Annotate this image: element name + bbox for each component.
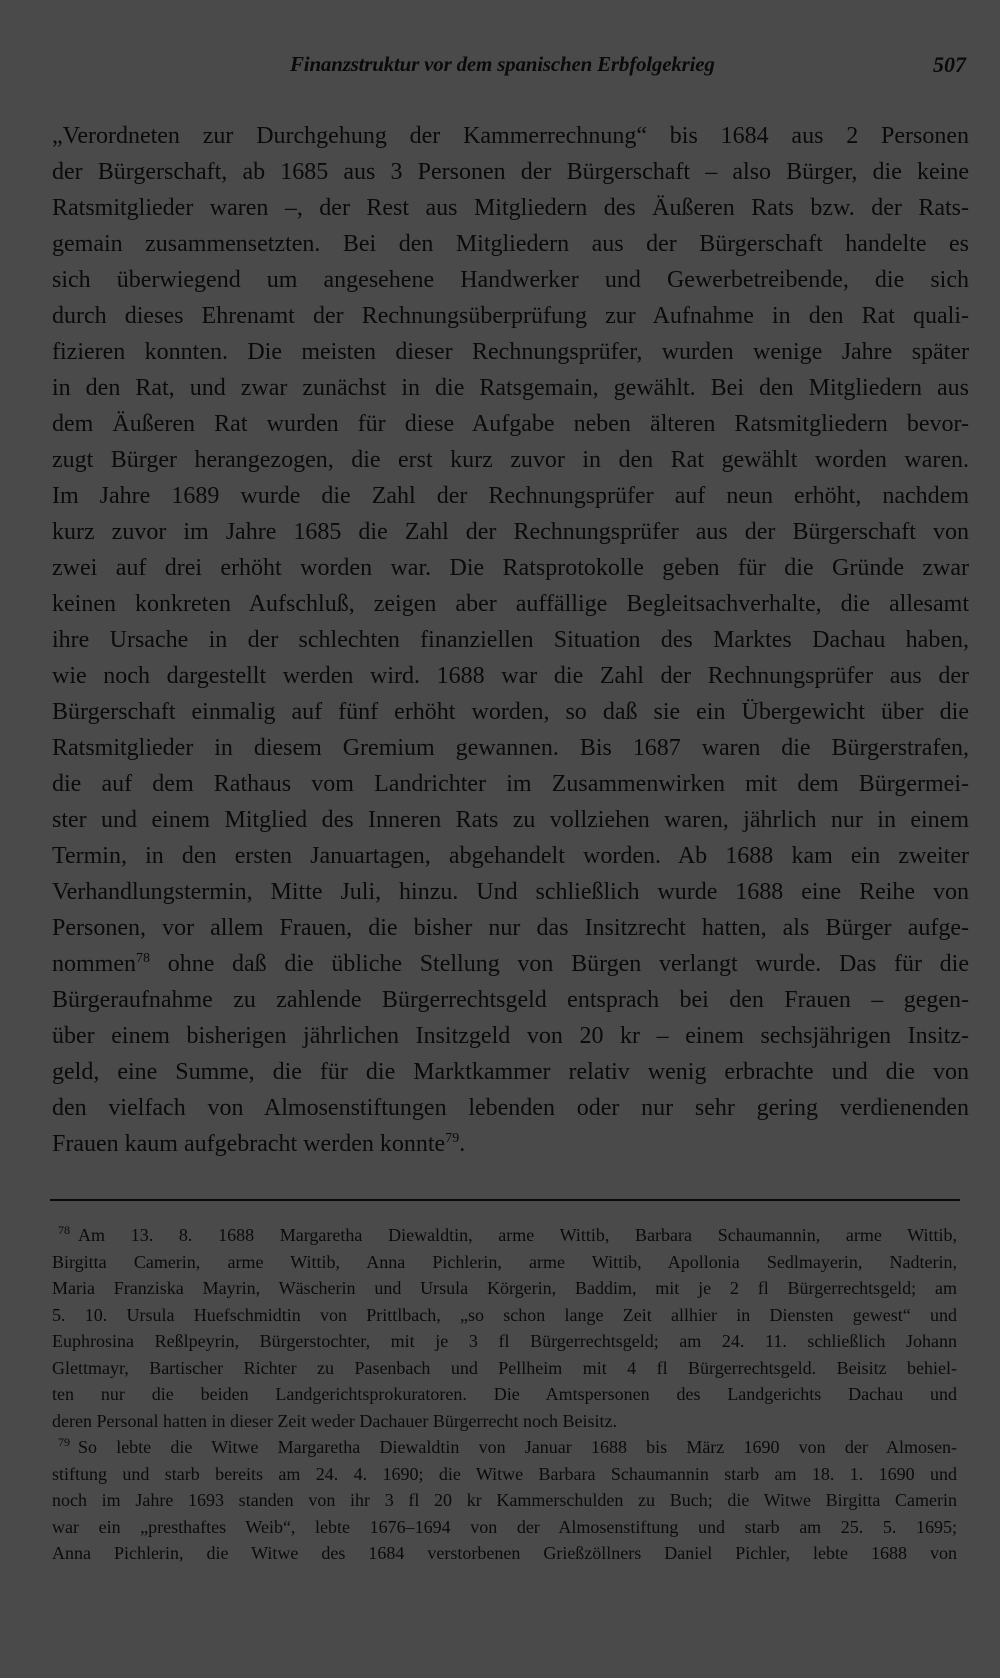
- footnote-ref-78[interactable]: 78: [136, 951, 150, 966]
- text-line: Bürgeraufnahme zu zahlende Bürgerrechtsgeld entsprach bei den Frauen – gegen-: [52, 987, 969, 1013]
- text-line: [52, 946, 969, 982]
- text-line: Ratsmitglieder waren –, der Rest aus Mitgliedern des Äußeren Rats bzw. der Rats-: [52, 195, 969, 221]
- footnote-ref-79[interactable]: 79: [445, 1131, 460, 1146]
- text-line: kurz zuvor im Jahre 1685 die Zahl der Rechnungsprüfer aus der Bürgerschaft von: [52, 519, 969, 545]
- text-line: geld, eine Summe, die für die Marktkammer relativ wenig erbrachte und die von: [52, 1059, 969, 1085]
- text-line: keinen konkreten Aufschluß, zeigen aber auffällige Begleitsachverhalte, die allesamt: [52, 591, 969, 617]
- text-segment: Frauen kaum aufgebracht werden konnte: [52, 1131, 446, 1157]
- text-line: der Bürgerschaft, ab 1685 aus 3 Personen der Bürgerschaft – also Bürger, die keine: [52, 159, 969, 185]
- footnote-78-line: 5. 10. Ursula Huefschmidtin von Prittlbach, „so schon lange Zeit allhier in Diensten gewest“ und: [52, 1304, 957, 1325]
- text-line: zwei auf drei erhöht worden war. Die Ratsprotokolle geben für die Gründe zwar: [52, 555, 969, 581]
- footnote-79-line: stiftung und starb bereits am 24. 4. 1690; die Witwe Barbara Schaumannin starb am 18. 1. 1690 und: [52, 1463, 957, 1484]
- text-line: zugt Bürger herangezogen, die erst kurz zuvor in den Rat gewählt worden waren.: [52, 447, 969, 473]
- main-paragraph: [52, 118, 969, 1162]
- text-line: Personen, vor allem Frauen, die bisher nur das Insitzrecht hatten, als Bürger aufge-: [52, 915, 969, 941]
- text-line: Termin, in den ersten Januartagen, abgehandelt worden. Ab 1688 kam ein zweiter: [52, 843, 969, 869]
- text-segment: nommen: [52, 951, 136, 977]
- footnote-79-line: war ein „presthaftes Weib“, lebte 1676–1694 von der Almosenstiftung und starb am 25. 5. 1695;: [52, 1516, 957, 1537]
- text-segment: .: [459, 1131, 466, 1157]
- footnote-mark-78: 78: [58, 1223, 70, 1237]
- text-line: ster und einem Mitglied des Inneren Rats zu vollziehen waren, jährlich nur in einem: [52, 807, 969, 833]
- text-line: Im Jahre 1689 wurde die Zahl der Rechnungsprüfer auf neun erhöht, nachdem: [52, 483, 969, 509]
- running-title: Finanzstruktur vor dem spanischen Erbfolgekrieg: [290, 52, 715, 76]
- footnote-text: Am 13. 8. 1688 Margaretha Diewaldtin, arme Wittib, Barbara Schaumannin, arme Wittib,: [78, 1225, 957, 1245]
- footnote-79-line: [52, 1434, 957, 1461]
- footnote-79-line: Anna Pichlerin, die Witwe des 1684 verstorbenen Grießzöllners Daniel Pichler, lebte 1688 von: [52, 1543, 957, 1563]
- text-line: Verhandlungstermin, Mitte Juli, hinzu. Und schließlich wurde 1688 eine Reihe von: [52, 879, 969, 905]
- text-line: [52, 1126, 969, 1162]
- text-line: durch dieses Ehrenamt der Rechnungsüberprüfung zur Aufnahme in den Rat quali-: [52, 303, 969, 329]
- footnote-78-line: Euphrosina Reßlpeyrin, Bürgerstochter, mit je 3 fl Bürgerrechtsgeld; am 24. 11. schließlich Johann: [52, 1331, 957, 1351]
- text-line: gemain zusammensetzten. Bei den Mitgliedern aus der Bürgerschaft handelte es: [52, 231, 969, 257]
- footnote-divider: [50, 1199, 960, 1201]
- text-segment: ohne daß die übliche Stellung von Bürgen verlangt wurde. Das für die: [150, 951, 969, 977]
- text-line: Bürgerschaft einmalig auf fünf erhöht worden, so daß sie ein Übergewicht über die: [52, 699, 969, 725]
- text-line: die auf dem Rathaus vom Landrichter im Zusammenwirken mit dem Bürgermei-: [52, 771, 969, 797]
- text-line: in den Rat, und zwar zunächst in die Ratsgemain, gewählt. Bei den Mitgliedern aus: [52, 375, 969, 401]
- text-line: sich überwiegend um angesehene Handwerker und Gewerbetreibende, die sich: [52, 267, 969, 293]
- text-line: wie noch dargestellt werden wird. 1688 war die Zahl der Rechnungsprüfer aus der: [52, 663, 969, 689]
- text-line: den vielfach von Almosenstiftungen lebenden oder nur sehr gering verdienenden: [52, 1095, 969, 1121]
- footnote-78-line: deren Personal hatten in dieser Zeit weder Dachauer Bürgerrecht noch Beisitz.: [52, 1410, 617, 1431]
- text-line: über einem bisherigen jährlichen Insitzgeld von 20 kr – einem sechsjährigen Insitz-: [52, 1023, 969, 1049]
- text-line: ihre Ursache in der schlechten finanziellen Situation des Marktes Dachau haben,: [52, 627, 969, 653]
- footnote-78-line: ten nur die beiden Landgerichtsprokuratoren. Die Amtspersonen des Landgerichts Dachau und: [52, 1384, 957, 1404]
- page-number: 507: [933, 52, 966, 77]
- text-line: „Verordneten zur Durchgehung der Kammerrechnung“ bis 1684 aus 2 Personen: [52, 123, 969, 149]
- footnote-78-line: Birgitta Camerin, arme Wittib, Anna Pichlerin, arme Wittib, Apollonia Sedlmayerin, Nadterin,: [52, 1251, 957, 1272]
- footnote-79-line: noch im Jahre 1693 standen von ihr 3 fl 20 kr Kammerschulden zu Buch; die Witwe Birgitta Camerin: [52, 1490, 957, 1510]
- text-line: dem Äußeren Rat wurden für diese Aufgabe neben älteren Ratsmitgliedern bevor-: [52, 411, 969, 437]
- footnote-78-line: Glettmayr, Bartischer Richter zu Pasenbach und Pellheim mit 4 fl Bürgerrechtsgeld. Beisitz behiel-: [52, 1357, 957, 1378]
- footnote-78-line: Maria Franziska Mayrin, Wäscherin und Ursula Körgerin, Baddim, mit je 2 fl Bürgerrechtsgeld; am: [52, 1278, 957, 1298]
- footnote-text: So lebte die Witwe Margaretha Diewaldtin von Januar 1688 bis März 1690 von der Almosen-: [78, 1437, 957, 1457]
- footnote-mark-79: 79: [58, 1435, 70, 1449]
- footnote-78-line: [52, 1222, 957, 1249]
- footnotes: [52, 1222, 957, 1567]
- text-line: fizieren konnten. Die meisten dieser Rechnungsprüfer, wurden wenige Jahre später: [52, 339, 969, 365]
- text-line: Ratsmitglieder in diesem Gremium gewannen. Bis 1687 waren die Bürgerstrafen,: [52, 735, 969, 761]
